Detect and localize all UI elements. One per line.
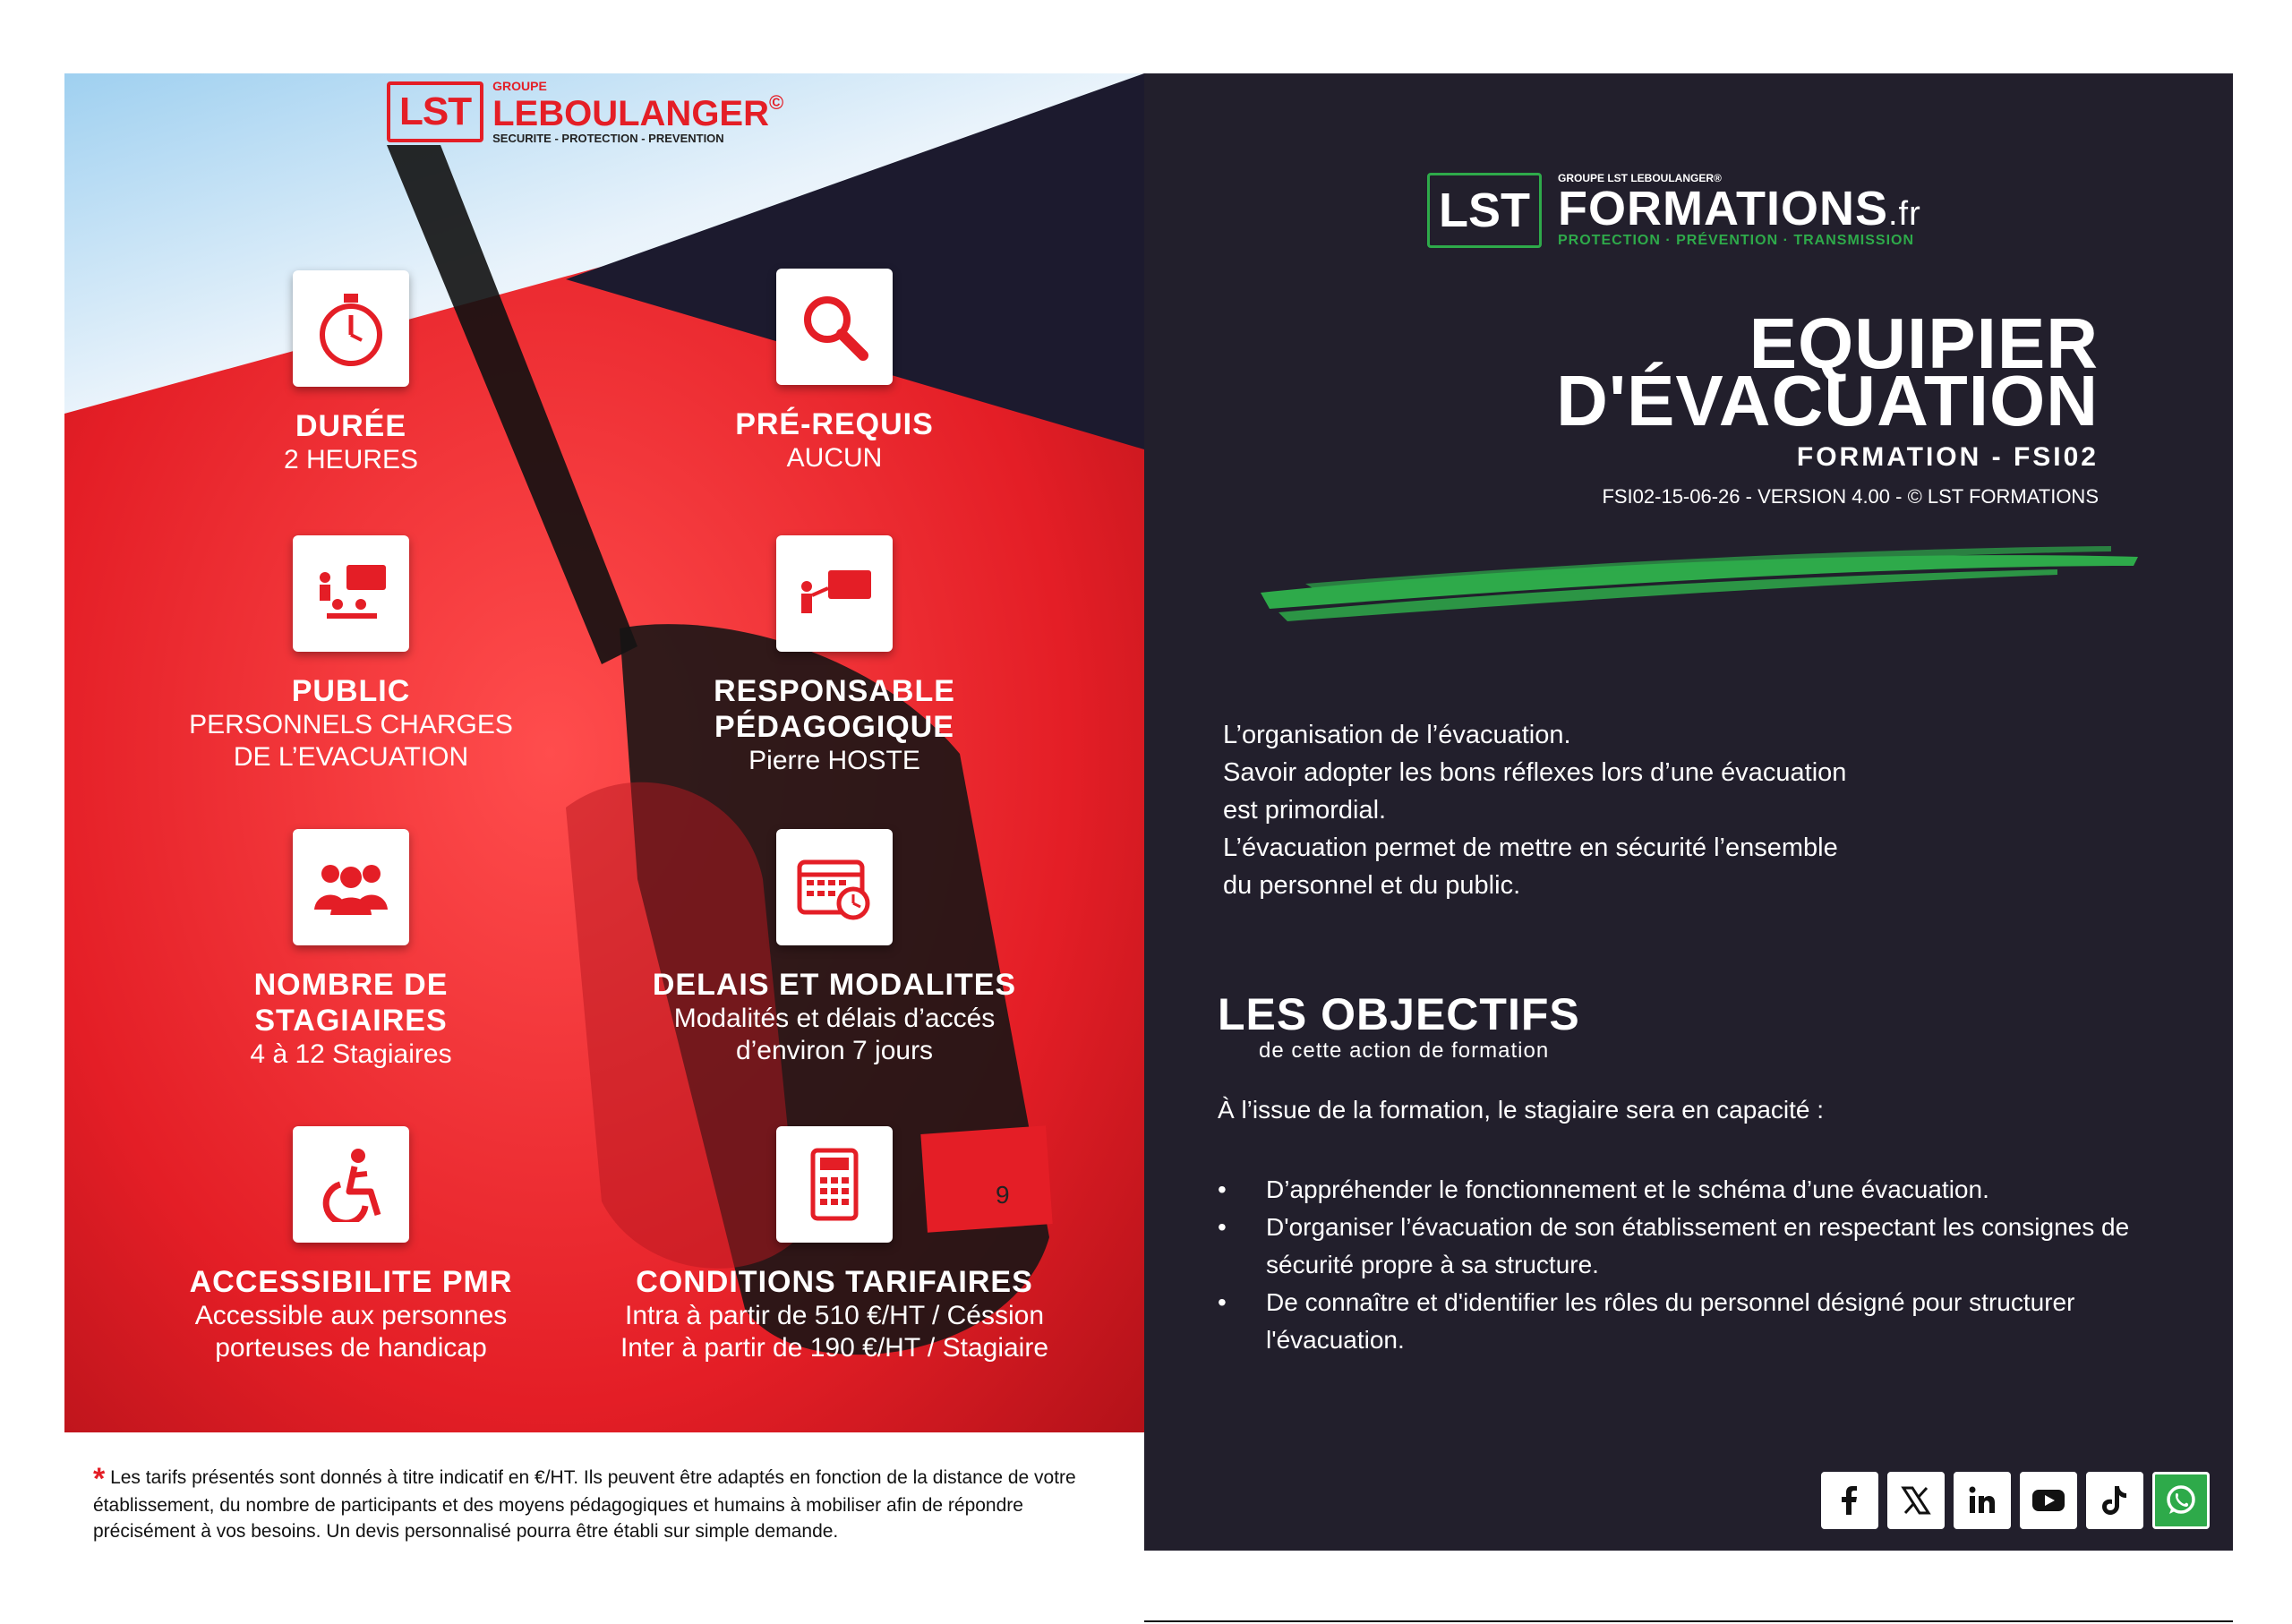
accessibility-block xyxy=(118,1126,584,1364)
duration-heading: DURÉE xyxy=(295,409,407,443)
whatsapp-icon[interactable] xyxy=(2152,1472,2210,1529)
accessibility-line-2: porteuses de handicap xyxy=(215,1333,487,1363)
course-title: EQUIPIER D'ÉVACUATION xyxy=(1556,303,2099,440)
prerequisites-block xyxy=(602,269,1067,474)
audience-line-1: PERSONNELS CHARGES xyxy=(189,710,513,739)
tiktok-icon[interactable] xyxy=(2086,1472,2143,1529)
calculator-icon xyxy=(776,1126,893,1243)
prerequisites-heading: PRÉ-REQUIS xyxy=(735,407,934,441)
objectives-heading: LES OBJECTIFS xyxy=(1218,989,1580,1039)
teacher-board-icon xyxy=(776,535,893,652)
course-code: FORMATION - FSI02 xyxy=(1796,442,2099,472)
logo-tagline: SECURITE - PROTECTION - PREVENTION xyxy=(492,132,724,145)
footnote-asterisk: * xyxy=(93,1462,106,1496)
trainee-count-value: 4 à 12 Stagiaires xyxy=(250,1039,452,1069)
version-line: FSI02-15-06-26 - VERSION 4.00 - © LST FORMATIONS xyxy=(1602,485,2099,508)
course-panel xyxy=(1144,73,2233,1551)
trainee-count-heading: NOMBRE DE STAGIAIRES xyxy=(253,968,449,1038)
duration-block xyxy=(118,270,584,476)
x-icon[interactable] xyxy=(1887,1472,1945,1529)
bottom-divider xyxy=(1144,1620,2233,1622)
social-links xyxy=(1821,1472,2210,1529)
svg-text:9: 9 xyxy=(996,1181,1010,1209)
pedagogical-lead-name: Pierre HOSTE xyxy=(748,746,920,775)
objective-item: • D'organiser l’évacuation de son établissement en respectant les consignes de sécurité propre à sa structure. xyxy=(1218,1209,2167,1284)
green-brush-stroke xyxy=(1252,530,2147,628)
footnote-text: Les tarifs présentés sont donnés à titre indicatif en €/HT. Ils peuvent être adaptés en fonction de la distance de votre établissement, du nombre de participants et des moyens pédagogiques et humains à mobiliser afin de répondre précisément à vos besoins. Un devis personnalisé pourra être établi sur simple demande. xyxy=(93,1467,1076,1542)
delays-line-1: Modalités et délais d’accés xyxy=(673,1004,996,1033)
pedagogical-lead-heading: RESPONSABLE PÉDAGOGIQUE xyxy=(714,674,955,744)
objective-item: • De connaître et d'identifier les rôles du personnel désigné pour structurer l'évacuation. xyxy=(1218,1284,2167,1359)
objectives-subheading: de cette action de formation xyxy=(1259,1039,1550,1063)
classroom-icon xyxy=(293,535,409,652)
logo-brand: LEBOULANGER© xyxy=(492,91,784,133)
lst-formations-mark: LST xyxy=(1427,173,1542,248)
lst-leboulanger-logo xyxy=(387,79,783,145)
accessibility-heading: ACCESSIBILITE PMR xyxy=(189,1265,513,1299)
audience-block xyxy=(118,535,584,774)
pricing-intra: Intra à partir de 510 €/HT / Céssion xyxy=(624,1301,1045,1330)
formations-group-label: GROUPE LST LEBOULANGER® xyxy=(1558,172,1722,184)
pricing-inter: Inter à partir de 190 €/HT / Stagiaire xyxy=(620,1333,1049,1363)
pricing-heading: CONDITIONS TARIFAIRES xyxy=(636,1265,1033,1299)
duration-value: 2 HEURES xyxy=(283,445,419,474)
wheelchair-icon xyxy=(293,1126,409,1243)
formations-tagline: PROTECTION · PRÉVENTION · TRANSMISSION xyxy=(1558,233,1915,248)
audience-heading: PUBLIC xyxy=(291,674,411,708)
pedagogical-lead-block xyxy=(602,535,1067,777)
audience-line-2: DE L’EVACUATION xyxy=(233,742,469,772)
info-panel xyxy=(64,73,1144,1432)
objectives-list xyxy=(1218,1171,2167,1359)
objectives-lead: À l’issue de la formation, le stagiaire sera en capacité : xyxy=(1218,1096,1825,1124)
group-icon xyxy=(293,829,409,945)
youtube-icon[interactable] xyxy=(2020,1472,2077,1529)
prerequisites-value: AUCUN xyxy=(786,443,883,473)
linkedin-icon[interactable] xyxy=(1954,1472,2011,1529)
facebook-icon[interactable] xyxy=(1821,1472,1878,1529)
pricing-block xyxy=(602,1126,1067,1364)
calendar-clock-icon xyxy=(776,829,893,945)
delays-heading: DELAIS ET MODALITES xyxy=(652,968,1017,1002)
objective-item: • D’appréhender le fonctionnement et le schéma d’une évacuation. xyxy=(1218,1171,2167,1209)
delays-block xyxy=(602,829,1067,1067)
lst-formations-logo xyxy=(1427,172,1921,249)
pricing-footnote xyxy=(93,1462,1096,1544)
formations-brand: FORMATIONS.fr xyxy=(1558,182,1921,235)
delays-line-2: d’environ 7 jours xyxy=(735,1036,934,1065)
logo-group-label: GROUPE xyxy=(492,79,547,93)
lst-mark: LST xyxy=(387,81,483,142)
stopwatch-icon xyxy=(293,270,409,387)
trainee-count-block xyxy=(118,829,584,1071)
intro-text: L’organisation de l’évacuation. Savoir adopter les bons réflexes lors d’une évacuation est primordial. L’évacuation permet de mettre en sécurité l’ensemble du personnel et du public. xyxy=(1223,721,1847,900)
magnifier-icon xyxy=(776,269,893,385)
accessibility-line-1: Accessible aux personnes xyxy=(194,1301,508,1330)
